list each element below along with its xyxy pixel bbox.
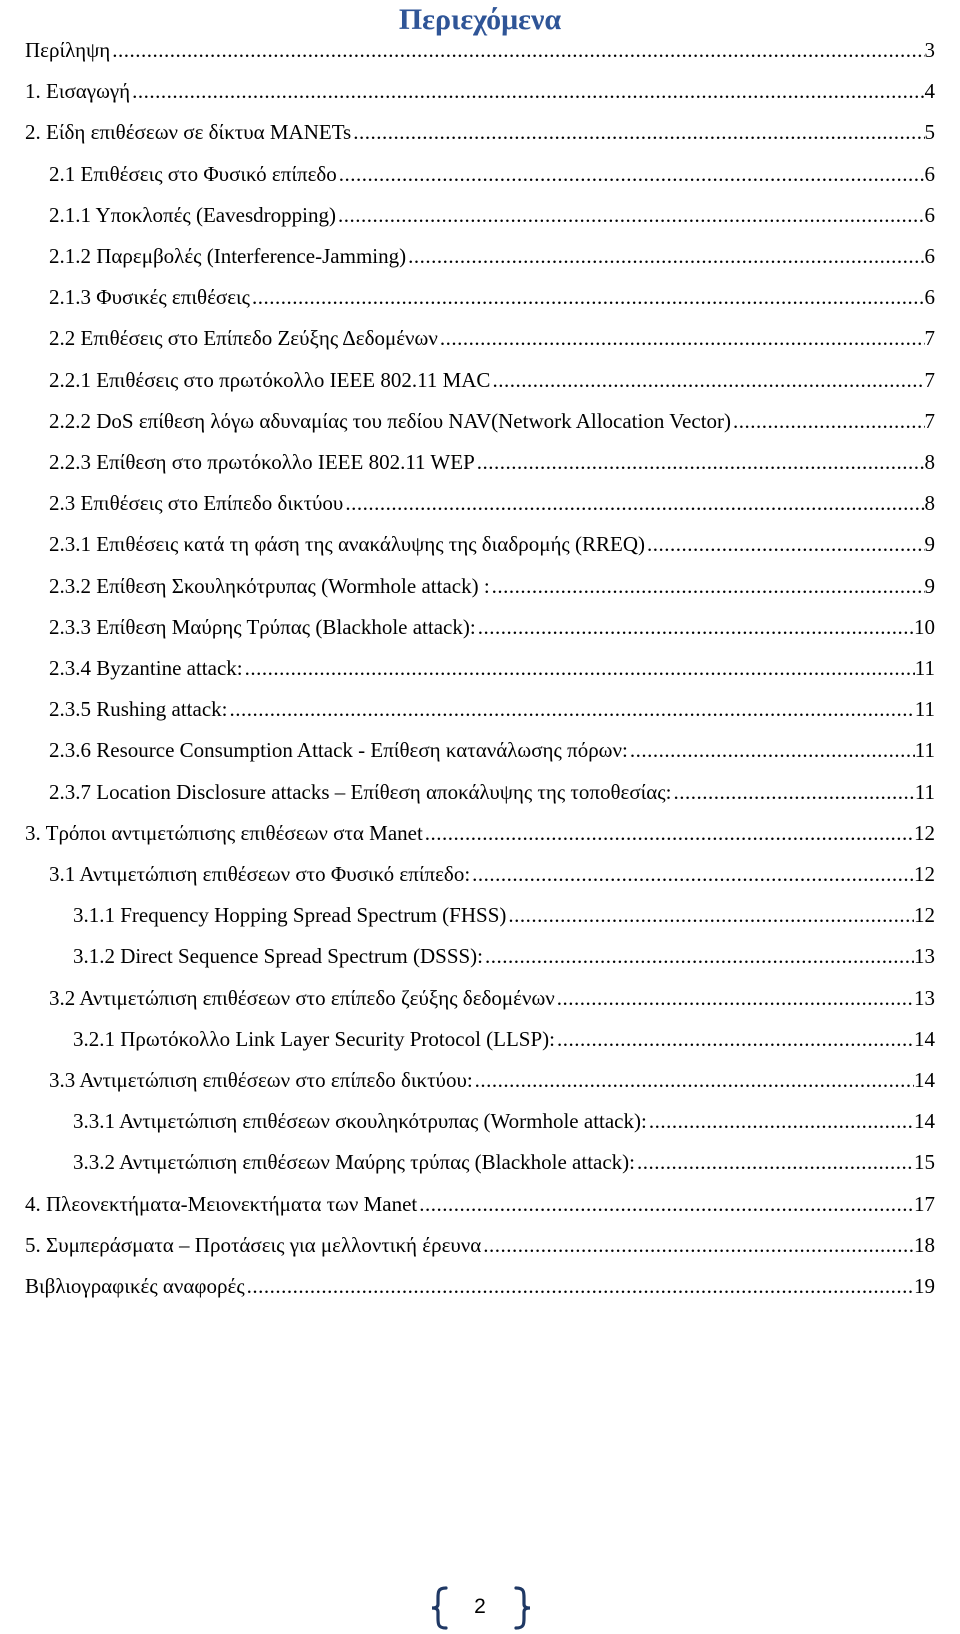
toc-entry-title: 3.3.2 Αντιμετώπιση επιθέσεων Μαύρης τρύπας (Blackhole attack): — [73, 1150, 636, 1175]
toc-entry[interactable] — [49, 983, 935, 1013]
toc-entry-page-number: 11 — [914, 738, 935, 763]
toc-dot-leader — [490, 571, 925, 601]
toc-dot-leader — [476, 612, 914, 642]
toc-entry[interactable] — [49, 612, 935, 642]
toc-entry-page-number: 4 — [924, 79, 935, 104]
toc-dot-leader — [250, 282, 925, 312]
toc-entry[interactable] — [73, 1147, 935, 1177]
toc-dot-leader — [555, 1024, 914, 1054]
toc-entry[interactable] — [25, 1271, 935, 1301]
toc-dot-leader — [351, 117, 924, 147]
toc-entry-page-number: 12 — [914, 820, 935, 845]
toc-entry[interactable] — [49, 200, 935, 230]
toc-dot-leader — [336, 200, 925, 230]
toc-dot-leader — [483, 941, 914, 971]
toc-entry-title: 2.3.6 Resource Consumption Attack - Επίθεση κατανάλωσης πόρων: — [49, 738, 628, 763]
toc-entry-page-number: 8 — [924, 491, 935, 516]
toc-entry-title: 3.3.1 Αντιμετώπιση επιθέσεων σκουληκότρυπας (Wormhole attack): — [73, 1109, 647, 1134]
toc-entry-title: 3.2 Αντιμετώπιση επιθέσεων στο επίπεδο ζεύξης δεδομένων — [49, 985, 555, 1010]
toc-entry-page-number: 7 — [924, 408, 935, 433]
toc-entry-page-number: 11 — [914, 779, 935, 804]
toc-dot-leader — [490, 365, 924, 395]
toc-dot-leader — [647, 1106, 914, 1136]
toc-entry-title: 3.1.2 Direct Sequence Spread Spectrum (DSSS): — [73, 944, 484, 969]
toc-entry-page-number: 6 — [924, 202, 935, 227]
toc-dot-leader — [243, 653, 915, 683]
toc-entry[interactable] — [49, 488, 935, 518]
right-curly-brace-icon — [510, 1586, 534, 1630]
toc-entry-title: 2.1.1 Υποκλοπές (Eavesdropping) — [49, 202, 336, 227]
toc-entry-page-number: 11 — [914, 656, 935, 680]
toc-entry-page-number: 9 — [924, 573, 935, 598]
toc-entry-title: 2.3.4 Byzantine attack: — [49, 656, 243, 680]
toc-entry-title: 2.3.3 Επίθεση Μαύρης Τρύπας (Blackhole attack): — [49, 614, 476, 639]
toc-entry[interactable] — [25, 818, 935, 848]
toc-entry[interactable] — [49, 406, 935, 436]
toc-dot-leader — [671, 777, 914, 807]
toc-dot-leader — [337, 159, 925, 189]
toc-dot-leader — [645, 529, 925, 559]
toc-entry-page-number: 7 — [924, 326, 935, 351]
toc-entry[interactable] — [49, 653, 935, 683]
toc-entry-page-number: 10 — [914, 614, 935, 639]
toc-entry-title: 3.2.1 Πρωτόκολλο Link Layer Security Protocol (LLSP): — [73, 1026, 555, 1051]
toc-entry-page-number: 14 — [914, 1026, 935, 1051]
toc-entry-title: 2.3.2 Επίθεση Σκουληκότρυπας (Wormhole attack) : — [49, 573, 490, 598]
toc-dot-leader — [635, 1147, 914, 1177]
toc-entry-title: 2.1 Επιθέσεις στο Φυσικό επίπεδο — [49, 161, 337, 186]
toc-entry[interactable] — [49, 571, 935, 601]
toc-entry-page-number: 11 — [914, 697, 935, 722]
toc-dot-leader — [110, 35, 924, 65]
toc-dot-leader — [406, 241, 924, 271]
toc-entry[interactable] — [49, 529, 935, 559]
toc-entry-page-number: 15 — [914, 1150, 935, 1175]
toc-entry-page-number: 3 — [924, 38, 935, 62]
toc-entry-title: 2.3.1 Επιθέσεις κατά τη φάση της ανακάλυψης της διαδρομής (RREQ) — [49, 532, 645, 557]
page-number: 2 — [474, 1595, 486, 1618]
toc-entry[interactable] — [49, 159, 935, 189]
toc-entry-title: 3. Τρόποι αντιμετώπισης επιθέσεων στα Manet — [25, 820, 423, 845]
toc-entry[interactable] — [49, 859, 935, 889]
toc-entry[interactable] — [49, 241, 935, 271]
toc-entry[interactable] — [25, 1189, 935, 1219]
toc-entry-title: 2.3.5 Rushing attack: — [49, 697, 228, 722]
toc-entry-page-number: 13 — [914, 944, 935, 969]
toc-dot-leader — [438, 323, 925, 353]
toc-dot-leader — [473, 1065, 914, 1095]
toc-entry-page-number: 12 — [914, 862, 935, 886]
toc-title: Περιεχόμενα — [398, 3, 562, 36]
toc-entry-page-number: 6 — [924, 244, 935, 268]
toc-entry[interactable] — [25, 35, 935, 65]
toc-entry-title: 3.1 Αντιμετώπιση επιθέσεων στο Φυσικό επίπεδο: — [49, 862, 471, 886]
toc-dot-leader — [506, 900, 914, 930]
toc-entry-title: 2.1.3 Φυσικές επιθέσεις — [49, 285, 250, 310]
toc-entry[interactable] — [49, 777, 935, 807]
toc-entry-title: 4. Πλεονεκτήματα-Μειονεκτήματα των Manet — [25, 1191, 418, 1216]
toc-entry-page-number: 19 — [914, 1274, 935, 1298]
toc-entry-title: 2.1.2 Παρεμβολές (Interference-Jamming) — [49, 244, 407, 268]
toc-entry[interactable] — [49, 735, 935, 765]
toc-entry-page-number: 14 — [914, 1068, 935, 1092]
toc-entry-title: 3.3 Αντιμετώπιση επιθέσεων στο επίπεδο δικτύου: — [49, 1068, 473, 1092]
toc-dot-leader — [245, 1271, 914, 1301]
toc-entry-title: Βιβλιογραφικές αναφορές — [25, 1274, 245, 1298]
toc-dot-leader — [628, 735, 915, 765]
toc-entry[interactable] — [25, 76, 935, 106]
toc-entry[interactable] — [73, 1024, 935, 1054]
toc-entry-page-number: 12 — [914, 903, 935, 928]
toc-entry-page-number: 5 — [924, 120, 935, 145]
toc-dot-leader — [423, 818, 914, 848]
toc-entry[interactable] — [25, 1230, 935, 1260]
toc-entry-page-number: 7 — [924, 367, 935, 392]
toc-entry-title: 2.2.3 Επίθεση στο πρωτόκολλο IEEE 802.11 WEP — [49, 450, 475, 474]
toc-dot-leader — [555, 983, 914, 1013]
toc-entry-title: 2.2.1 Επιθέσεις στο πρωτόκολλο IEEE 802.11 MAC — [49, 367, 491, 392]
toc-dot-leader — [417, 1189, 914, 1219]
toc-entry-title: 2.3 Επιθέσεις στο Επίπεδο δικτύου — [49, 491, 344, 516]
toc-entry-title: 2.3.7 Location Disclosure attacks – Επίθεση αποκάλυψης της τοποθεσίας: — [49, 779, 672, 804]
toc-entry[interactable] — [73, 941, 935, 971]
toc-entry-page-number: 17 — [914, 1191, 935, 1216]
toc-entry[interactable] — [49, 694, 935, 724]
toc-entry[interactable] — [49, 282, 935, 312]
toc-entry-page-number: 6 — [924, 285, 935, 310]
left-curly-brace-icon — [428, 1586, 452, 1630]
toc-entry-page-number: 6 — [924, 161, 935, 186]
toc-dot-leader — [475, 447, 925, 477]
toc-entry[interactable] — [49, 323, 935, 353]
toc-entry-page-number: 13 — [914, 985, 935, 1010]
toc-dot-leader — [227, 694, 914, 724]
toc-dot-leader — [731, 406, 924, 436]
toc-dot-leader — [481, 1230, 914, 1260]
toc-dot-leader — [470, 859, 914, 889]
toc-entry[interactable] — [73, 1106, 935, 1136]
toc-entry[interactable] — [49, 447, 935, 477]
toc-entry-title: 2.2.2 DoS επίθεση λόγω αδυναμίας του πεδίου NAV(Network Allocation Vector) — [49, 408, 732, 433]
toc-entry[interactable] — [73, 900, 935, 930]
toc-entry-title: 3.1.1 Frequency Hopping Spread Spectrum (FHSS) — [73, 903, 507, 928]
toc-entry-title: 2.2 Επιθέσεις στο Επίπεδο Ζεύξης Δεδομένων — [49, 326, 438, 351]
toc-entry-page-number: 18 — [914, 1232, 935, 1257]
toc-dot-leader — [130, 76, 924, 106]
page-footer — [0, 1586, 960, 1630]
toc-dot-leader — [343, 488, 924, 518]
toc-entry[interactable] — [49, 1065, 935, 1095]
toc-entry-title: 5. Συμπεράσματα – Προτάσεις για μελλοντική έρευνα — [25, 1232, 482, 1257]
toc-entry-title: Περίληψη — [25, 38, 111, 62]
toc-entry-page-number: 8 — [924, 450, 935, 474]
toc-entry[interactable] — [25, 117, 935, 147]
toc-entry-title: 1. Εισαγωγή — [25, 79, 131, 104]
toc-entry-page-number: 9 — [924, 532, 935, 557]
toc-entry-page-number: 14 — [914, 1109, 935, 1134]
toc-entry[interactable] — [49, 365, 935, 395]
toc-entry-title: 2. Είδη επιθέσεων σε δίκτυα MANETs — [25, 120, 352, 145]
